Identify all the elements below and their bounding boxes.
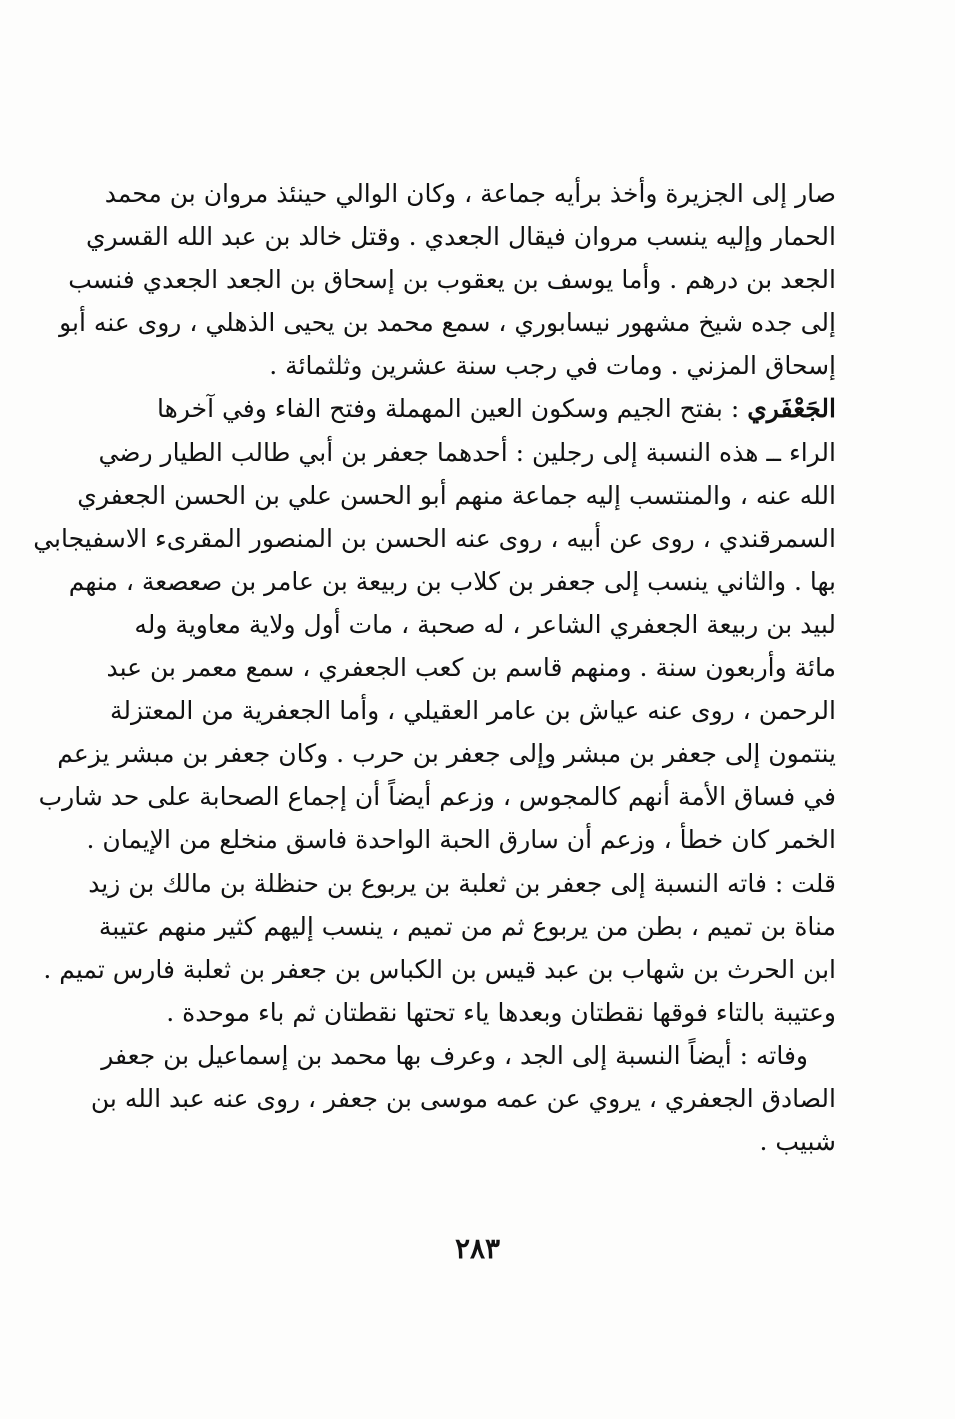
- page-number: ٢٨٣: [454, 1232, 501, 1265]
- text-line: الخمر كان خطأ ، وزعم أن سارق الحبة الواحدة فاسق منخلع من الإيمان .: [86, 825, 836, 855]
- text-line: بها . والثاني ينسب إلى جعفر بن كلاب بن ربيعة بن عامر بن صعصعة ، منهم: [68, 566, 836, 596]
- text-line: مناة بن تميم ، بطن من يربوع ثم من تميم ، ينسب إليهم كثير منهم عتيبة: [98, 911, 836, 941]
- entry-first-line-text: : بفتح الجيم وسكون العين المهملة وفتح الفاء وفي آخرها: [157, 394, 740, 424]
- text-line: ينتمون إلى جعفر بن مبشر وإلى جعفر بن حرب . وكان جعفر بن مبشر يزعم: [57, 739, 836, 769]
- text-line: الله عنه ، والمنتسب إليه جماعة منهم أبو الحسن علي بن الحسن الجعفري: [77, 480, 836, 510]
- text-line: الحمار وإليه ينسب مروان فيقال الجعدي . وقتل خالد بن عبد الله القسري: [85, 222, 836, 252]
- text-line: الرحمن ، روى عنه عياش بن عامر العقيلي ، وأما الجعفرية من المعتزلة: [109, 696, 836, 726]
- text-line: في فساق الأمة أنهم كالمجوس ، وزعم أيضاً أن إجماع الصحابة على حد شارب: [38, 782, 836, 812]
- text-line: وفاته : أيضاً النسبة إلى الجد ، وعرف بها محمد بن إسماعيل بن جعفر: [101, 1040, 808, 1070]
- page-body: [33, 172, 836, 1163]
- text-line: إسحاق المزني . ومات في رجب سنة عشرين وثلثمائة .: [269, 351, 836, 381]
- text-line: الجعد بن درهم . وأما يوسف بن يعقوب بن إسحاق بن الجعد الجعدي فنسب: [68, 265, 836, 295]
- entry-headword: الجَعْفَري: [747, 394, 836, 424]
- text-line: وعتيبة بالتاء فوقها نقطتان وبعدها ياء تحتها نقطتان ثم باء موحدة .: [166, 997, 836, 1027]
- text-line: الراء ــ هذه النسبة إلى رجلين : أحدهما جعفر بن أبي طالب الطيار رضي: [98, 437, 836, 467]
- text-line: إلى جده شيخ مشهور نيسابوري ، سمع محمد بن يحيى الذهلي ، روى عنه أبو: [59, 308, 836, 338]
- text-line: شبيب .: [759, 1127, 836, 1157]
- text-line: لبيد بن ربيعة الجعفري الشاعر ، له صحبة ، مات أول ولاية معاوية وله: [134, 609, 836, 639]
- text-line: صار إلى الجزيرة وأخذ برأيه جماعة ، وكان الوالي حينئذ مروان بن محمد: [104, 179, 836, 208]
- entry-first-line: [157, 387, 836, 430]
- text-line: مائة وأربعون سنة . ومنهم قاسم بن كعب الجعفري ، سمع معمر بن عبد: [106, 653, 836, 683]
- text-line: قلت : فاته النسبة إلى جعفر بن ثعلبة بن يربوع بن حنظلة بن مالك بن زيد: [88, 868, 836, 898]
- text-line: الصادق الجعفري ، يروي عن عمه موسى بن جعفر ، روى عنه عبد الله بن: [90, 1083, 836, 1113]
- text-line: ابن الحرث بن شهاب بن عبد قيس بن الكباس بن جعفر بن ثعلبة فارس تميم .: [43, 954, 836, 984]
- text-line: السمرقندي ، روى عن أبيه ، روى عنه الحسن بن المنصور المقرىء الاسفيجابي: [33, 523, 836, 553]
